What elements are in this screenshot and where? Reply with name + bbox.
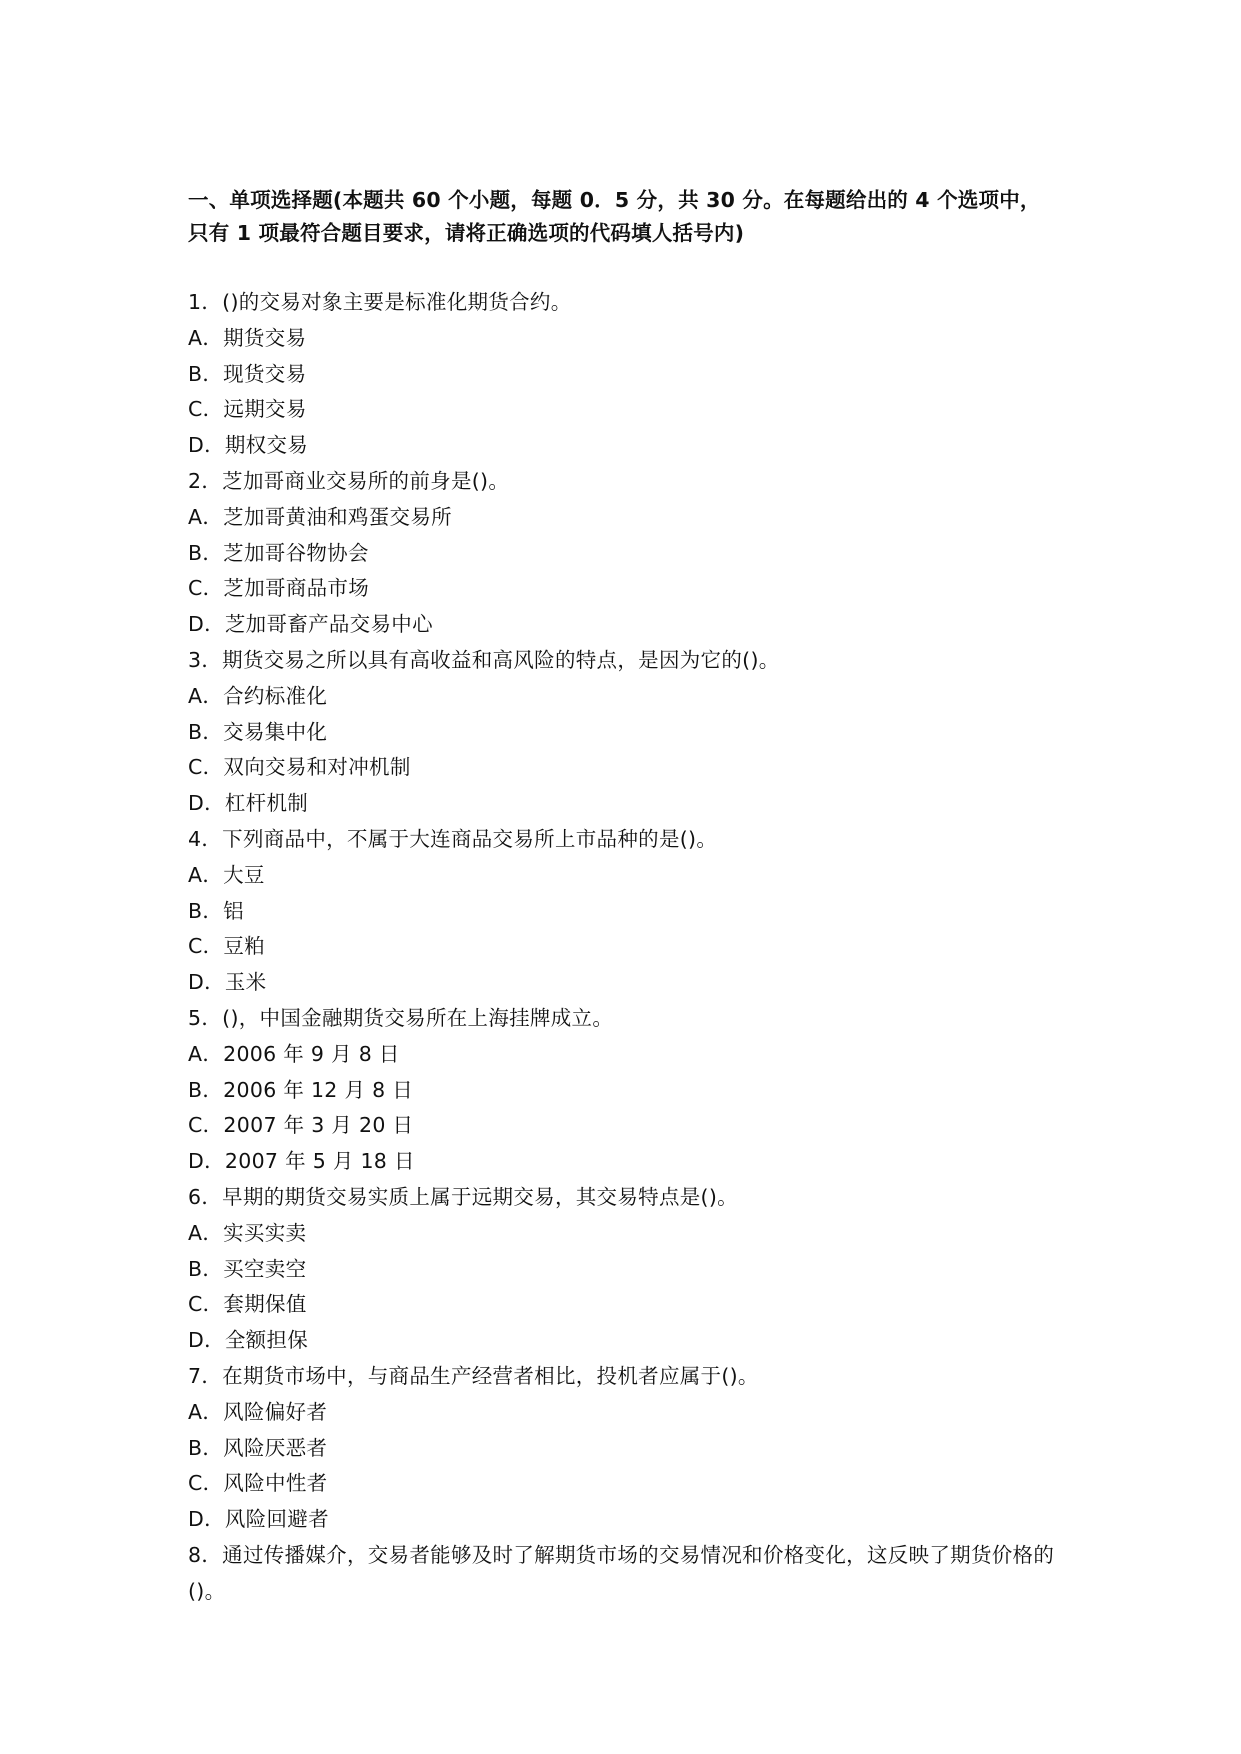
option-d: D．2007 年 5 月 18 日 [188, 1149, 415, 1174]
question-stem: 8．通过传播媒介，交易者能够及时了解期货市场的交易情况和价格变化，这反映了期货价格的()。 [188, 1542, 1055, 1603]
question-3 [188, 643, 1058, 822]
option-d: D．芝加哥畜产品交易中心 [188, 612, 433, 637]
question-5 [188, 1001, 1058, 1180]
question-stem: 6．早期的期货交易实质上属于远期交易，其交易特点是()。 [188, 1184, 738, 1209]
question-stem: 5．()，中国金融期货交易所在上海挂牌成立。 [188, 1005, 614, 1030]
section-title: 一、单项选择题(本题共 60 个小题，每题 0．5 分，共 30 分。在每题给出的 4 个选项中，只有 1 项最符合题目要求，请将正确选项的代码填人括号内) [188, 188, 1041, 245]
question-2 [188, 464, 1058, 643]
option-a: A．芝加哥黄油和鸡蛋交易所 [188, 504, 452, 529]
option-b: B．铝 [188, 898, 244, 923]
option-d: D．风险回避者 [188, 1507, 329, 1532]
question-4 [188, 822, 1058, 1001]
option-c: C．双向交易和对冲机制 [188, 755, 411, 780]
question-8 [188, 1538, 1058, 1610]
option-c: C．2007 年 3 月 20 日 [188, 1113, 414, 1138]
question-stem: 4．下列商品中，不属于大连商品交易所上市品种的是()。 [188, 826, 718, 851]
option-c: C．套期保值 [188, 1292, 307, 1317]
option-d: D．全额担保 [188, 1328, 309, 1353]
option-d: D．玉米 [188, 970, 267, 995]
question-stem: 2．芝加哥商业交易所的前身是()。 [188, 468, 510, 493]
option-a: A．大豆 [188, 862, 265, 887]
option-a: A．2006 年 9 月 8 日 [188, 1041, 400, 1066]
option-c: C．远期交易 [188, 397, 307, 422]
question-stem: 7．在期货市场中，与商品生产经营者相比，投机者应属于()。 [188, 1363, 759, 1388]
question-7 [188, 1359, 1058, 1538]
option-a: A．实买实卖 [188, 1220, 307, 1245]
option-a: A．合约标准化 [188, 683, 328, 708]
question-list [188, 285, 1058, 1609]
option-c: C．芝加哥商品市场 [188, 576, 370, 601]
option-b: B．交易集中化 [188, 719, 328, 744]
option-d: D．杠杆机制 [188, 791, 309, 816]
question-6 [188, 1180, 1058, 1359]
option-c: C．豆粕 [188, 934, 266, 959]
option-a: A．期货交易 [188, 325, 307, 350]
option-b: B．2006 年 12 月 8 日 [188, 1077, 414, 1102]
question-stem: 3．期货交易之所以具有高收益和高风险的特点，是因为它的()。 [188, 647, 780, 672]
option-b: B．现货交易 [188, 361, 307, 386]
option-b: B．买空卖空 [188, 1256, 307, 1281]
option-b: B．芝加哥谷物协会 [188, 540, 369, 565]
option-b: B．风险厌恶者 [188, 1435, 328, 1460]
option-d: D．期权交易 [188, 433, 309, 458]
option-a: A．风险偏好者 [188, 1399, 328, 1424]
option-c: C．风险中性者 [188, 1471, 328, 1496]
question-1 [188, 285, 1058, 464]
question-stem: 1．()的交易对象主要是标准化期货合约。 [188, 290, 572, 314]
